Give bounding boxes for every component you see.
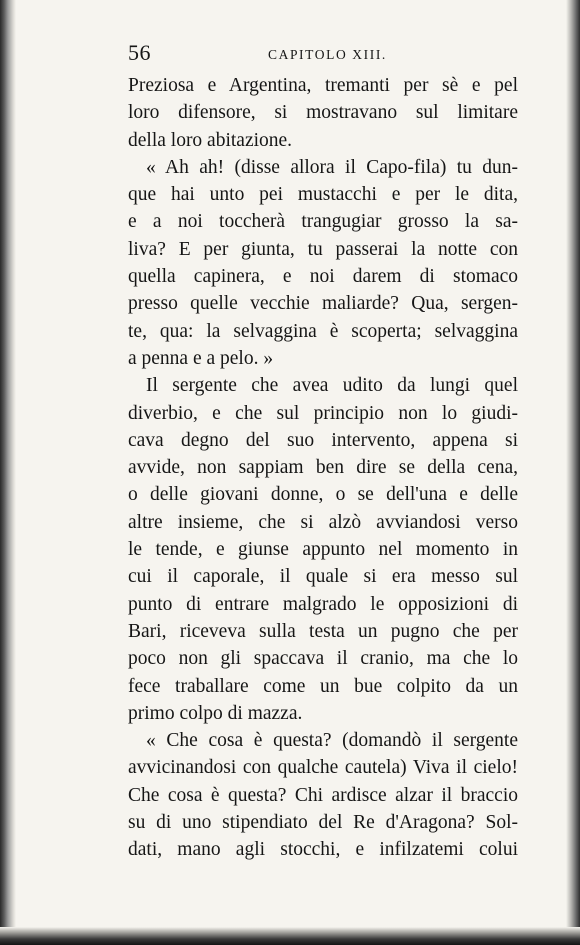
text-line: diverbio, e che sul principio non lo giudi-	[128, 402, 518, 424]
text-line: Preziosa e Argentina, tremanti per sè e pel	[128, 75, 518, 96]
text-line: poco non gli spaccava il cranio, ma che lo	[128, 648, 518, 670]
page-number: 56	[128, 40, 151, 65]
text-line: le tende, e giunse appunto nel momento in	[128, 539, 518, 561]
text-line: « Che cosa è questa? (domandò il sergente	[146, 730, 518, 752]
text-line: que hai unto pei mustacchi e per le dita,	[128, 184, 518, 206]
text-line: dati, mano agli stocchi, e infilzatemi colui	[128, 839, 518, 861]
text-line: cava degno del suo intervento, appena si	[128, 429, 518, 451]
running-head: CAPITOLO XIII.	[268, 47, 387, 62]
text-line: Che cosa è questa? Chi ardisce alzar il braccio	[128, 784, 518, 806]
text-line: su di uno stipendiato del Re d'Aragona? Sol-	[128, 812, 518, 834]
text-line: e a noi toccherà trangugiar grosso la sa-	[128, 211, 518, 233]
text-line: Il sergente che avea udito da lungi quel	[146, 375, 518, 397]
text-line: cui il caporale, il quale si era messo sul	[128, 566, 518, 588]
text-line: fece traballare come un bue colpito da un	[128, 675, 518, 697]
text-line: te, qua: la selvaggina è scoperta; selvaggina	[128, 320, 518, 342]
text-line: della loro abitazione.	[128, 129, 293, 151]
text-line: altre insieme, che si alzò avviandosi verso	[128, 511, 518, 533]
text-line: a penna e a pelo. »	[128, 347, 274, 369]
text-line: « Ah ah! (disse allora il Capo-fila) tu dun-	[146, 156, 518, 178]
text-line: avvicinandosi con qualche cautela) Viva il cielo!	[128, 757, 518, 779]
text-line: Bari, riceveva sulla testa un pugno che per	[128, 620, 518, 642]
text-line: loro difensore, si mostravano sul limitare	[128, 102, 518, 124]
body-text	[128, 72, 518, 864]
text-line: punto di entrare malgrado le opposizioni di	[128, 593, 518, 615]
page-edge-shadow	[566, 0, 580, 945]
text-line: avvide, non sappiam ben dire se della cena,	[128, 457, 518, 479]
page-bottom-shadow	[0, 927, 580, 945]
text-line: presso quelle vecchie maliarde? Qua, sergen-	[128, 293, 518, 315]
text-line: o delle giovani donne, o se dell'una e delle	[128, 484, 518, 506]
text-line: quella capinera, e noi darem di stomaco	[128, 266, 518, 288]
text-line: primo colpo di mazza.	[128, 702, 303, 724]
text-line: liva? E per giunta, tu passerai la notte con	[128, 238, 518, 260]
page-binding-shadow	[0, 0, 16, 945]
